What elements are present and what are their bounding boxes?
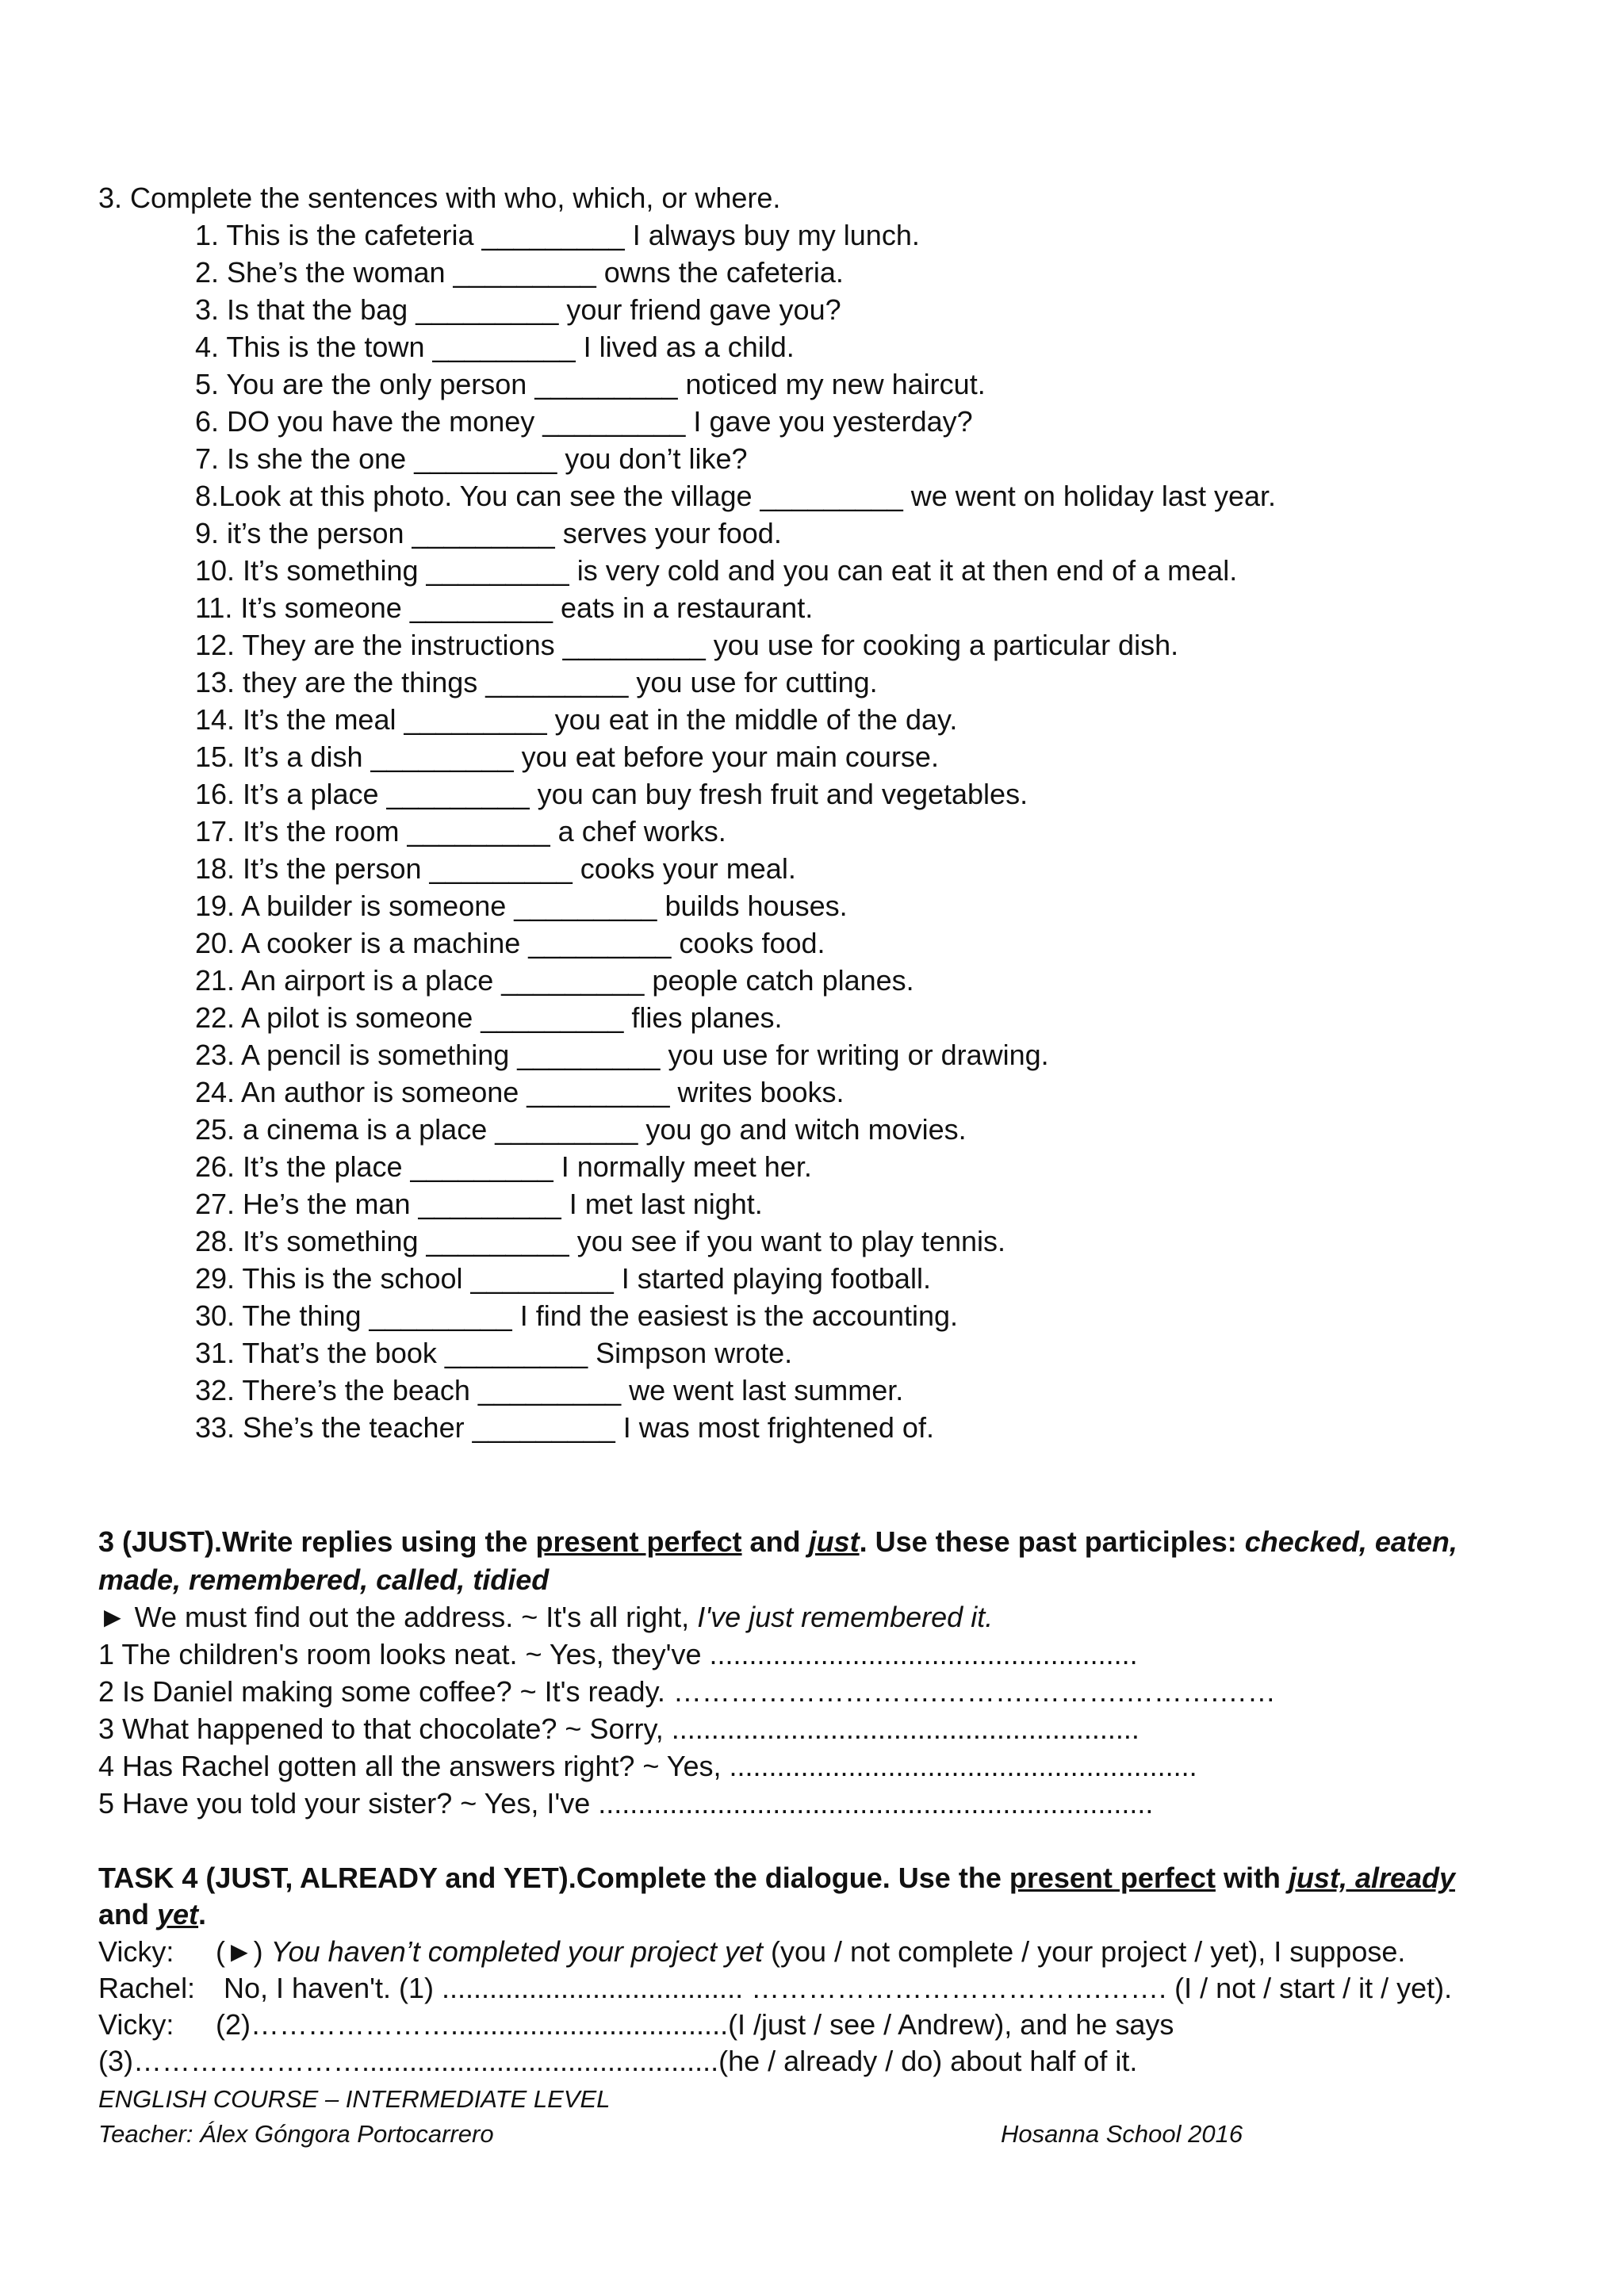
- exercise-item: 24. An author is someone _________ writes books.: [195, 1076, 845, 1108]
- exercise-item: 25. a cinema is a place _________ you go and witch movies.: [195, 1113, 967, 1146]
- exercise-item: 4. This is the town _________ I lived as a child.: [195, 331, 795, 363]
- exercise-item: 26. It’s the place _________ I normally meet her.: [195, 1150, 812, 1183]
- dialogue-line-rachel: Rachel: No, I haven't. (1) ...................................... ……………………………….……. (I / not / start / it / yet).: [98, 1972, 1453, 2004]
- reply-item: 4 Has Rachel gotten all the answers right? ~ Yes, ...........................................................: [98, 1750, 1197, 1782]
- exercise-item: 31. That’s the book _________ Simpson wrote.: [195, 1337, 793, 1369]
- exercise-item: 5. You are the only person _________ noticed my new haircut.: [195, 368, 986, 400]
- exercise-item: 13. they are the things _________ you use for cutting.: [195, 666, 878, 698]
- section-just-heading: 3 (JUST).Write replies using the present perfect and just. Use these past participles: checked, eaten,: [98, 1525, 1457, 1558]
- exercise-item: 20. A cooker is a machine _________ cooks food.: [195, 927, 825, 959]
- dialogue-line-vicky-2: Vicky: (2)…………………...................................(I /just / see / Andrew), and he says: [98, 2008, 1174, 2041]
- exercise-item: 29. This is the school _________ I started playing football.: [195, 1262, 931, 1295]
- reply-item: 3 What happened to that chocolate? ~ Sorry, ...........................................................: [98, 1712, 1139, 1745]
- footer-school: Hosanna School 2016: [1001, 2120, 1243, 2148]
- task4-heading: TASK 4 (JUST, ALREADY and YET).Complete the dialogue. Use the present perfect with just, already: [98, 1862, 1456, 1894]
- section-just-example: ► We must find out the address. ~ It's all right, I've just remembered it.: [98, 1601, 994, 1633]
- exercise-item: 28. It’s something _________ you see if you want to play tennis.: [195, 1225, 1006, 1257]
- exercise-item: 15. It’s a dish _________ you eat before your main course.: [195, 740, 939, 773]
- exercise-item: 6. DO you have the money _________ I gave you yesterday?: [195, 405, 973, 438]
- exercise-item: 33. She’s the teacher _________ I was most frightened of.: [195, 1411, 934, 1444]
- exercise-item: 21. An airport is a place _________ people catch planes.: [195, 964, 914, 997]
- section-just-participles: made, remembered, called, tidied: [98, 1563, 550, 1596]
- exercise-item: 32. There’s the beach _________ we went last summer.: [195, 1374, 904, 1406]
- exercise-item: 9. it’s the person _________ serves your food.: [195, 517, 782, 549]
- footer-teacher: Teacher: Álex Góngora Portocarrero: [98, 2120, 494, 2148]
- dialogue-line-vicky-1: Vicky: (►) You haven’t completed your project yet (you / not complete / your project / yet), I suppose.: [98, 1935, 1406, 1968]
- exercise-item: 22. A pilot is someone _________ flies planes.: [195, 1001, 783, 1034]
- exercise-item: 8.Look at this photo. You can see the village _________ we went on holiday last year.: [195, 480, 1276, 512]
- dialogue-line-3: (3)…………………….............................................(he / already / do) about half of it.: [98, 2045, 1138, 2077]
- reply-item: 1 The children's room looks neat. ~ Yes, they've ......................................................: [98, 1638, 1138, 1670]
- exercise-item: 11. It’s someone _________ eats in a restaurant.: [195, 591, 814, 624]
- section-3-title: 3. Complete the sentences with who, which, or where.: [98, 182, 781, 214]
- exercise-item: 14. It’s the meal _________ you eat in the middle of the day.: [195, 703, 958, 736]
- exercise-item: 23. A pencil is something _________ you use for writing or drawing.: [195, 1039, 1049, 1071]
- exercise-item: 30. The thing _________ I find the easiest is the accounting.: [195, 1299, 959, 1332]
- exercise-item: 1. This is the cafeteria _________ I always buy my lunch.: [195, 219, 920, 251]
- exercise-item: 16. It’s a place _________ you can buy fresh fruit and vegetables.: [195, 778, 1028, 810]
- reply-item: 5 Have you told your sister? ~ Yes, I've ......................................................................: [98, 1787, 1154, 1820]
- task4-heading-cont: and yet.: [98, 1898, 207, 1931]
- exercise-item: 18. It’s the person _________ cooks your meal.: [195, 852, 796, 885]
- exercise-item: 3. Is that the bag _________ your friend gave you?: [195, 293, 841, 326]
- exercise-item: 10. It’s something _________ is very cold and you can eat it at then end of a meal.: [195, 554, 1238, 587]
- footer-course: ENGLISH COURSE – INTERMEDIATE LEVEL: [98, 2085, 611, 2113]
- exercise-item: 2. She’s the woman _________ owns the cafeteria.: [195, 256, 844, 289]
- exercise-item: 12. They are the instructions _________ you use for cooking a particular dish.: [195, 629, 1179, 661]
- exercise-item: 17. It’s the room _________ a chef works.: [195, 815, 726, 848]
- exercise-item: 27. He’s the man _________ I met last night.: [195, 1188, 763, 1220]
- exercise-item: 7. Is she the one _________ you don’t like?: [195, 442, 748, 475]
- reply-item: 2 Is Daniel making some coffee? ~ It's ready. ……………………….……….……….……….……: [98, 1675, 1276, 1708]
- exercise-item: 19. A builder is someone _________ builds houses.: [195, 890, 848, 922]
